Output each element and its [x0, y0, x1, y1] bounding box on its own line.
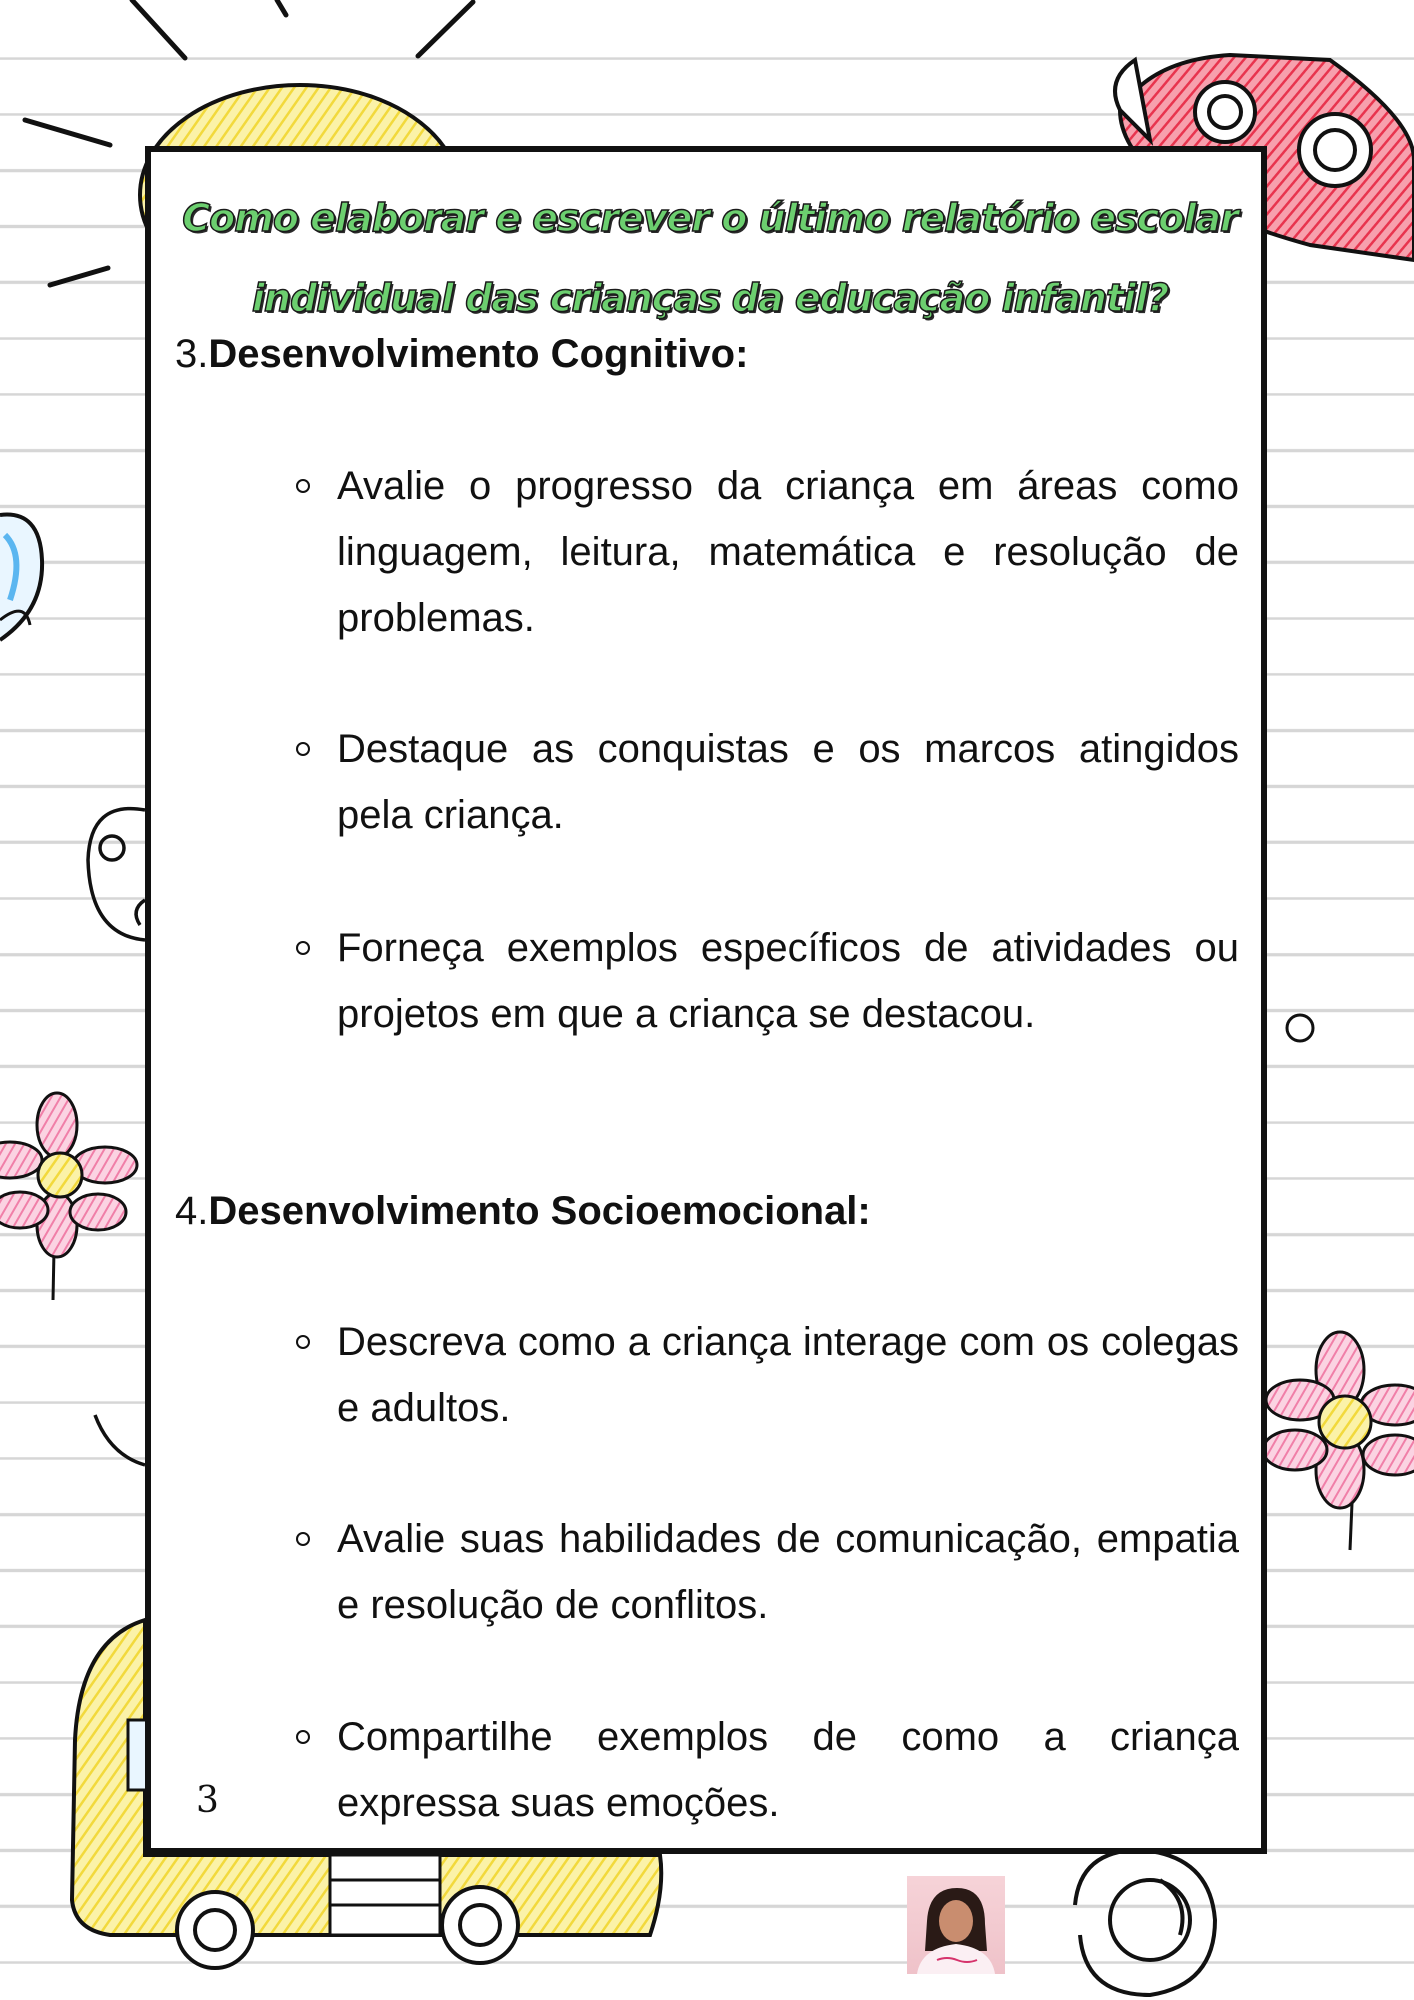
title-line-1: Como elaborar e escrever o último relatório escolar [182, 196, 1238, 240]
bullet-marker-icon [296, 1532, 310, 1546]
bullet-item: Avalie suas habilidades de comunicação, empatia e resolução de conflitos. [337, 1517, 1239, 1627]
section-heading-cognitive [175, 329, 748, 379]
title-line-2: individual das crianças da educação infantil? [251, 276, 1169, 320]
curl-doodle [88, 809, 145, 1465]
section-number: 3. [175, 332, 209, 376]
spiral-doodle [1075, 1850, 1215, 1995]
flower-right-doodle [1263, 1332, 1414, 1550]
flower-left-doodle [0, 1093, 137, 1300]
section-title: Desenvolvimento Cognitivo: [208, 332, 749, 376]
bullet-marker-icon [296, 1730, 310, 1744]
bullet-item: Compartilhe exemplos de como a criança expressa suas emoções. [337, 1715, 1239, 1825]
balloon-doodle [0, 515, 42, 640]
bullet-item: Descreva como a criança interage com os colegas e adultos. [337, 1320, 1239, 1430]
bullet-marker-icon [296, 941, 310, 955]
bullet-marker-icon [296, 1335, 310, 1349]
bullet-marker-icon [296, 742, 310, 756]
bullet-item: Destaque as conquistas e os marcos atingidos pela criança. [337, 727, 1239, 837]
page-title [150, 178, 1270, 338]
section-number: 4. [175, 1189, 209, 1233]
author-photo [907, 1876, 1005, 1974]
page-number: 3 [196, 1780, 219, 1821]
small-circle-doodle [1287, 1015, 1313, 1041]
bullet-marker-icon [296, 479, 310, 493]
author-avatar-icon [907, 1876, 1005, 1974]
section-heading-socioemotional [175, 1186, 871, 1236]
section-title: Desenvolvimento Socioemocional: [208, 1189, 871, 1233]
bullet-item: Avalie o progresso da criança em áreas como linguagem, leitura, matemática e resolução de problemas. [337, 464, 1239, 640]
bullet-item: Forneça exemplos específicos de atividades ou projetos em que a criança se destacou. [337, 926, 1239, 1036]
